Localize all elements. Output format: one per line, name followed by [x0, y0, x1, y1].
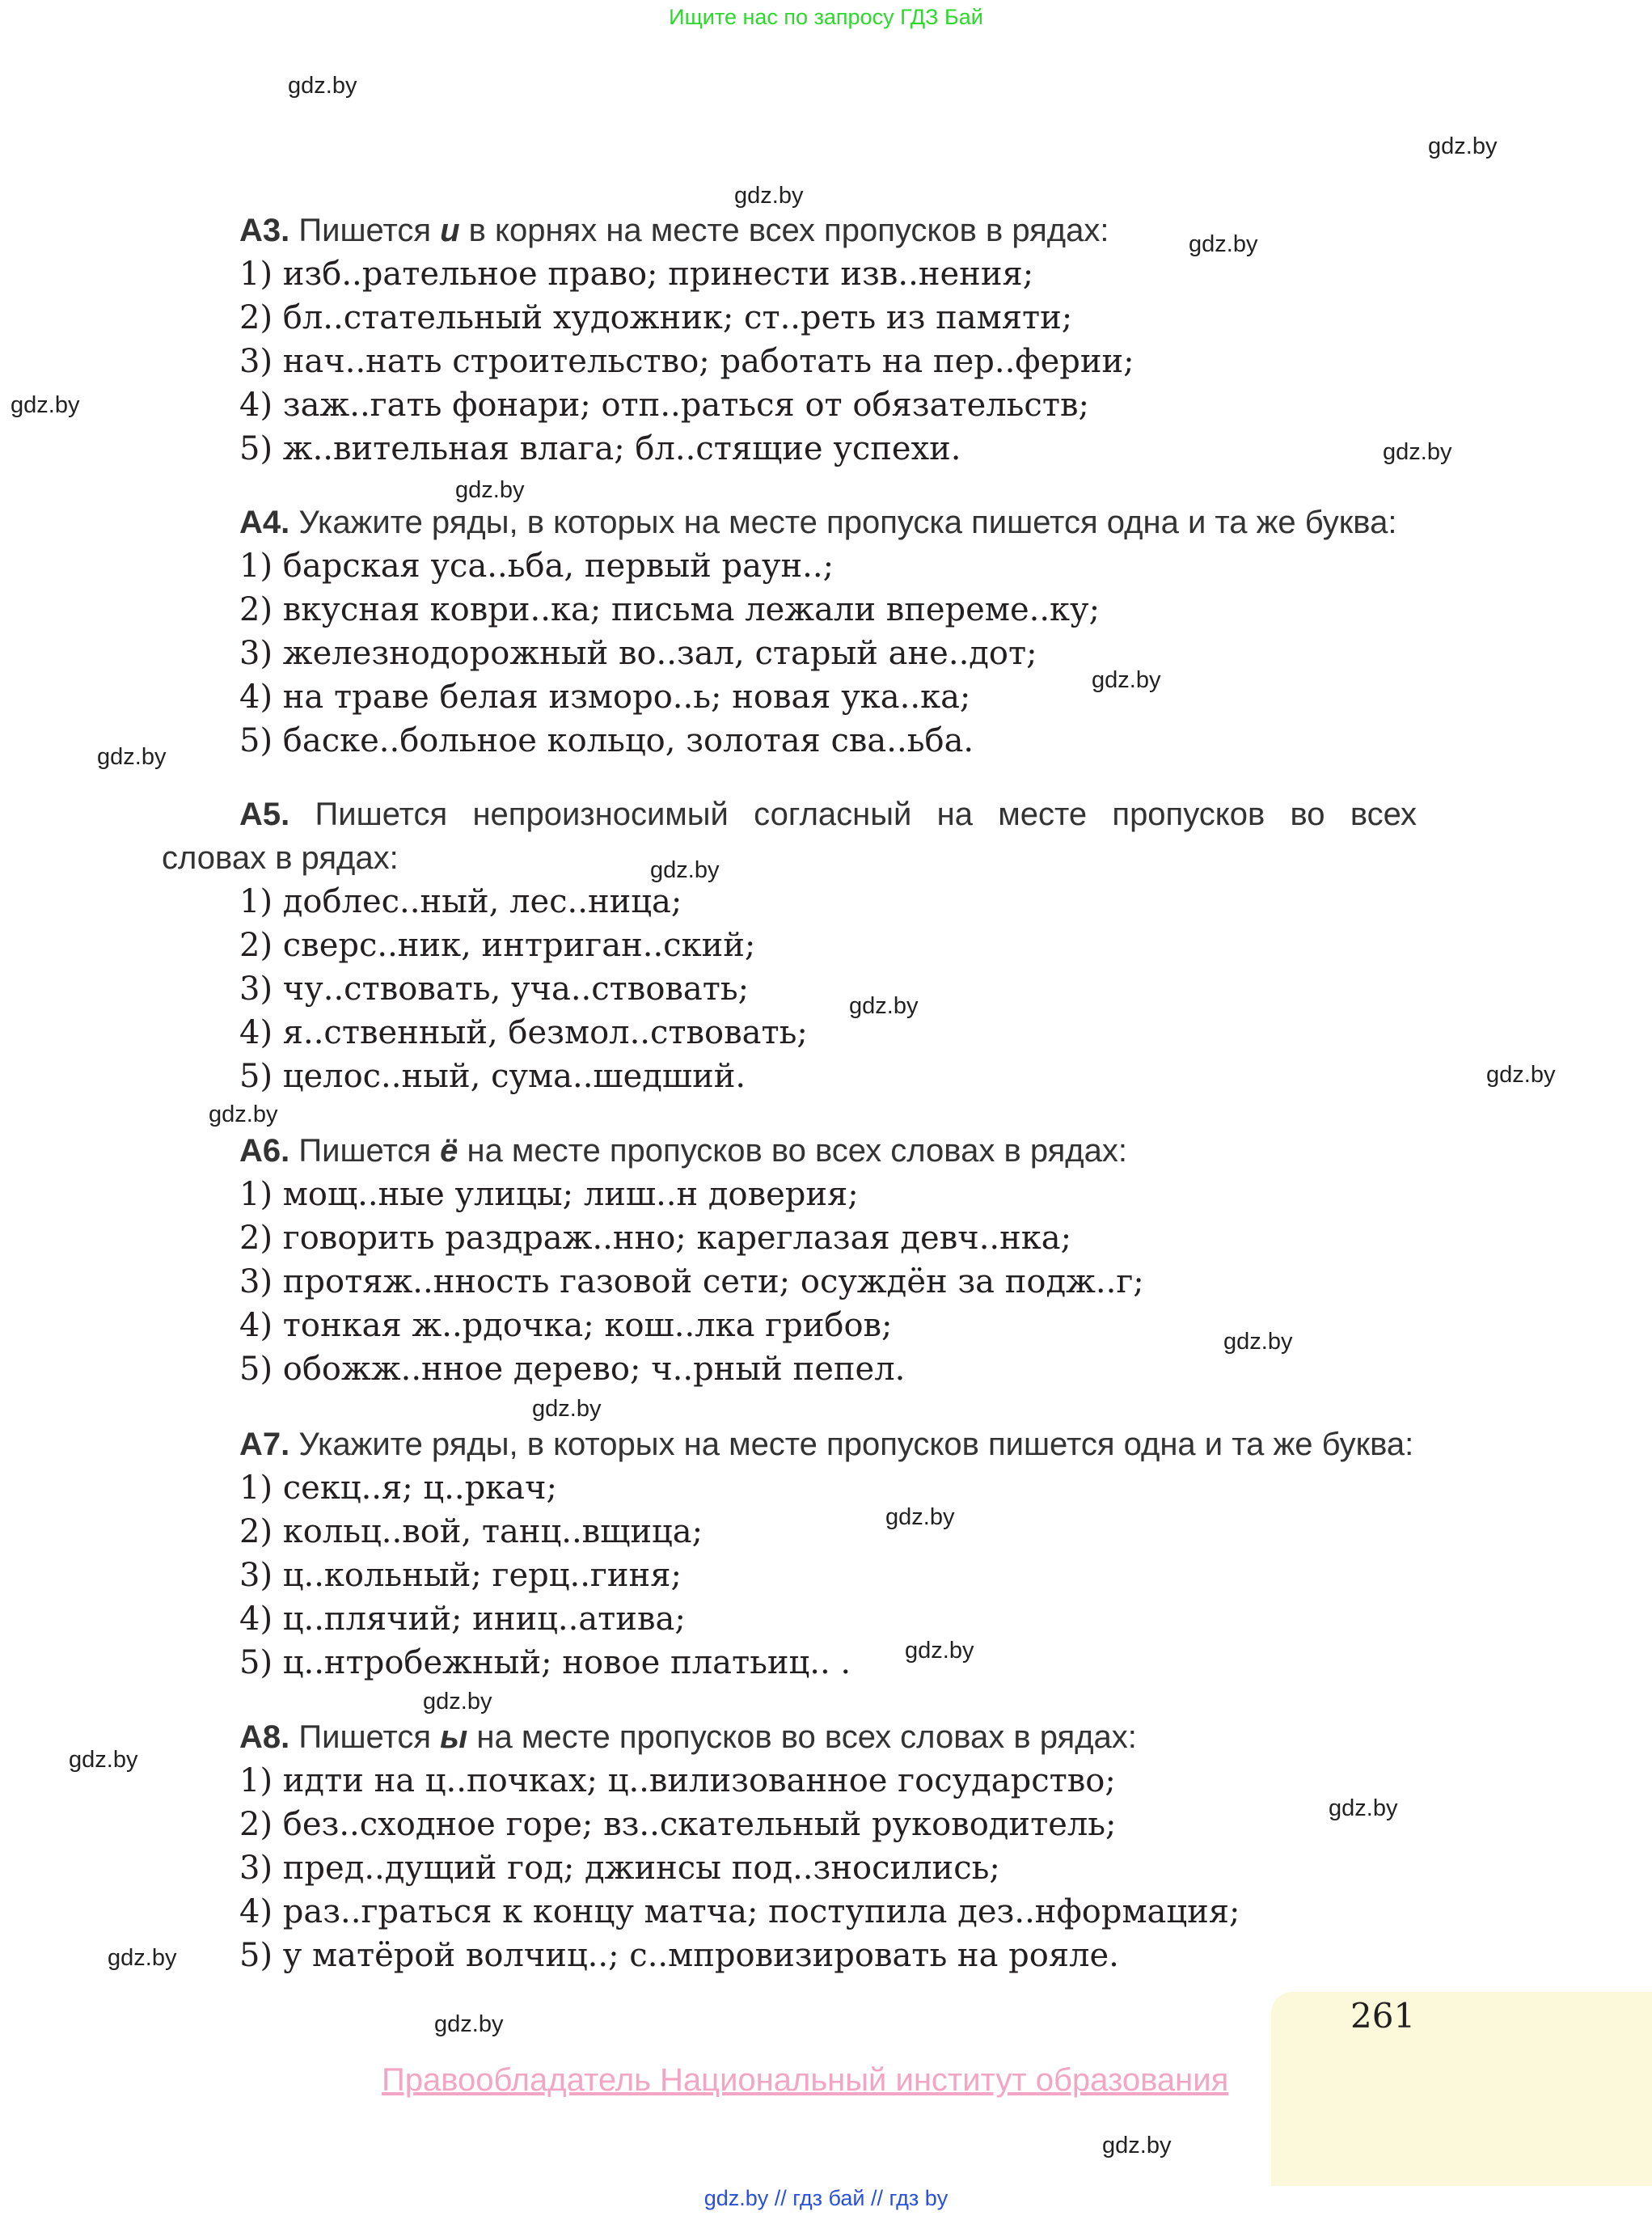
watermark: gdz.by	[1329, 1795, 1398, 1821]
task-a3-question: А3. Пишется и в корнях на месте всех пропусков в рядах:	[239, 213, 1109, 248]
watermark: gdz.by	[1102, 2133, 1172, 2158]
watermark: gdz.by	[434, 2011, 504, 2037]
copyright-link[interactable]: Правообладатель Национальный институт образования	[382, 2062, 1229, 2098]
option-5: 5) обожж..нное дерево; ч..рный пепел.	[239, 1351, 906, 1388]
target-letter: и	[440, 213, 460, 248]
watermark: gdz.by	[532, 1396, 602, 1422]
task-a6	[239, 1129, 1417, 1391]
watermark: gdz.by	[423, 1689, 492, 1715]
watermark: gdz.by	[1383, 439, 1452, 465]
task-number: А8.	[239, 1719, 290, 1755]
option-3: 3) нач..нать строительство; работать на пер..ферии;	[239, 343, 1134, 380]
option-5: 5) ж..вительная влага; бл..стящие успехи.	[239, 430, 961, 467]
watermark: gdz.by	[1092, 667, 1161, 693]
option-5: 5) ц..нтробежный; новое платьиц.. .	[239, 1644, 851, 1681]
option-1: 1) идти на ц..почках; ц..вилизованное государство;	[239, 1762, 1116, 1799]
task-number: А3.	[239, 213, 290, 248]
footer-links[interactable]: gdz.by // гдз бай // гдз by	[703, 2186, 949, 2210]
option-1: 1) мощ..ные улицы; лиш..н доверия;	[239, 1176, 859, 1213]
option-3: 3) протяж..нность газовой сети; осуждён за подж..г;	[239, 1263, 1144, 1300]
target-letter: ё	[440, 1133, 458, 1169]
task-number: А4.	[239, 505, 290, 540]
option-5: 5) у матёрой волчиц..; с..мпровизировать на рояле.	[239, 1937, 1119, 1974]
option-3: 3) чу..ствовать, уча..ствовать;	[239, 970, 750, 1008]
watermark: gdz.by	[108, 1945, 177, 1971]
top-banner[interactable]: Ищите нас по запросу ГДЗ Бай	[669, 5, 983, 29]
watermark: gdz.by	[1189, 231, 1258, 257]
watermark: gdz.by	[11, 392, 80, 418]
option-4: 4) заж..гать фонари; отп..раться от обязательств;	[239, 387, 1089, 424]
watermark: gdz.by	[650, 857, 720, 883]
task-a8-question: А8. Пишется ы на месте пропусков во всех словах в рядах:	[239, 1719, 1137, 1755]
option-2: 2) кольц..вой, танц..вщица;	[239, 1513, 703, 1550]
option-5: 5) баске..больное кольцо, золотая сва..ьба.	[239, 722, 974, 759]
task-a7	[239, 1423, 1417, 1685]
watermark: gdz.by	[849, 993, 919, 1019]
option-3: 3) пред..дущий год; джинсы под..зносились;	[239, 1850, 1000, 1887]
option-4: 4) тонкая ж..рдочка; кош..лка грибов;	[239, 1307, 893, 1344]
target-letter: ы	[440, 1719, 468, 1755]
option-4: 4) на траве белая изморо..ь; новая ука..ка;	[239, 679, 971, 716]
option-3: 3) ц..кольный; герц..гиня;	[239, 1557, 682, 1594]
option-4: 4) я..ственный, безмол..ствовать;	[239, 1014, 808, 1051]
task-number: А6.	[239, 1133, 290, 1169]
task-a8	[239, 1715, 1417, 1977]
task-a5	[162, 793, 1417, 1098]
option-2: 2) говорить раздраж..нно; кареглазая девч..нка;	[239, 1220, 1072, 1257]
watermark: gdz.by	[905, 1638, 974, 1664]
task-a6-question: А6. Пишется ё на месте пропусков во всех словах в рядах:	[239, 1133, 1127, 1169]
option-3: 3) железнодорожный во..зал, старый ане..дот;	[239, 635, 1037, 672]
watermark: gdz.by	[455, 477, 525, 503]
watermark: gdz.by	[209, 1101, 278, 1127]
option-2: 2) без..сходное горе; вз..скательный руководитель;	[239, 1806, 1117, 1843]
task-number: А5.	[239, 797, 290, 832]
option-2: 2) бл..стательный художник; ст..реть из памяти;	[239, 299, 1073, 336]
watermark: gdz.by	[885, 1504, 955, 1530]
task-a5-question: А5. Пишется непроизносимый согласный на месте пропусков во всех	[239, 797, 1417, 832]
task-a5-question-cont: словах в рядах:	[162, 840, 399, 876]
option-1: 1) доблес..ный, лес..ница;	[239, 883, 682, 920]
task-a4-question: А4. Укажите ряды, в которых на месте пропуска пишется одна и та же буква:	[239, 505, 1397, 540]
watermark: gdz.by	[1428, 133, 1498, 159]
watermark: gdz.by	[1223, 1329, 1293, 1355]
watermark: gdz.by	[288, 73, 357, 99]
task-a4	[239, 501, 1417, 763]
task-a7-question: А7. Укажите ряды, в которых на месте пропусков пишется одна и та же буква:	[239, 1427, 1414, 1462]
option-2: 2) вкусная коври..ка; письма лежали впереме..ку;	[239, 591, 1101, 628]
option-2: 2) сверс..ник, интриган..ский;	[239, 927, 756, 964]
option-1: 1) секц..я; ц..ркач;	[239, 1469, 557, 1507]
option-1: 1) барская уса..ьба, первый раун..;	[239, 548, 834, 585]
option-4: 4) ц..плячий; иниц..атива;	[239, 1600, 686, 1638]
watermark: gdz.by	[1486, 1062, 1556, 1088]
page-number-box	[1271, 1992, 1652, 2186]
watermark: gdz.by	[69, 1747, 138, 1773]
watermark: gdz.by	[97, 744, 167, 770]
watermark: gdz.by	[734, 183, 804, 209]
task-a3	[239, 209, 1417, 471]
task-number: А7.	[239, 1427, 290, 1462]
option-1: 1) изб..рательное право; принести изв..нения;	[239, 256, 1034, 293]
option-5: 5) целос..ный, сума..шедший.	[239, 1058, 746, 1095]
option-4: 4) раз..граться к концу матча; поступила дез..нформация;	[239, 1893, 1240, 1930]
page-number: 261	[1350, 1996, 1416, 2036]
